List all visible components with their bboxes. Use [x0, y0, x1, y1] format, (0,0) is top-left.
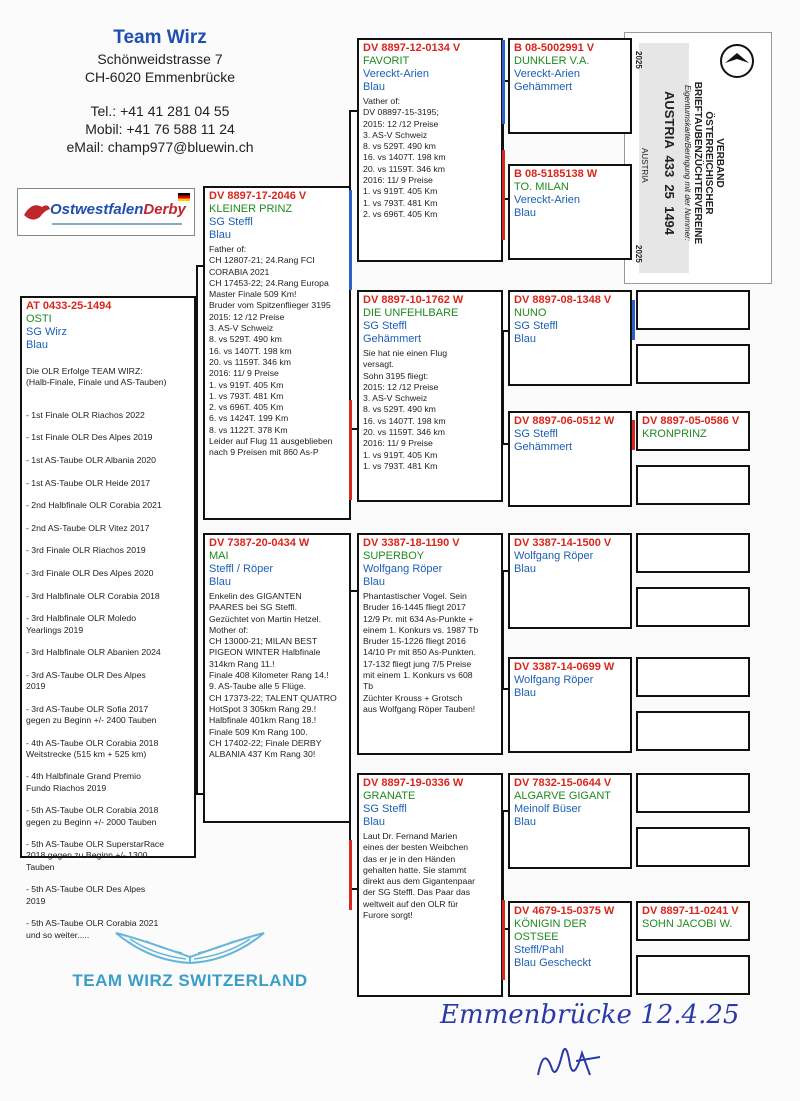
ff-color: Blau — [363, 81, 386, 93]
fm-name: DIE UNFEHLBARE — [363, 307, 459, 319]
edge-marker — [349, 190, 352, 290]
ancestor-mmm-card — [508, 901, 632, 997]
mother-ring: DV 7387-20-0434 W — [209, 537, 310, 549]
ancestor-slot — [636, 587, 750, 627]
mff-owner: Wolfgang Röper — [514, 550, 594, 562]
ring-registration-sticker — [624, 32, 772, 284]
achievement-item: - 5th AS-Taube OLR Corabia 2018 gegen zu Beginn +/- 2000 Tauben — [26, 805, 159, 827]
mfm-color: Blau — [514, 687, 537, 699]
subject-pigeon-card — [20, 296, 196, 940]
achievement-item: - 3rd Halbfinale OLR Abanien 2024 — [26, 647, 161, 658]
subject-owner: SG Wirz — [26, 326, 67, 338]
ffm-name: TO. MILAN — [514, 181, 569, 193]
team-wirz-brand — [40, 925, 340, 995]
sticker-org-line2: ÖSTERREICHISCHER — [703, 111, 714, 215]
fmm-owner: SG Steffl — [514, 428, 558, 440]
breeder-header — [40, 26, 280, 156]
mf-color: Blau — [363, 576, 386, 588]
achievement-item: - 3rd Halbfinale OLR Moledo Yearlings 2019 — [26, 613, 137, 635]
pigeon-logo-icon — [22, 197, 52, 227]
achievement-item: - 4th Halbfinale Grand Premio Fundo Riachos 2019 — [26, 771, 141, 793]
sticker-year-top: 2025 — [634, 51, 643, 69]
edge-marker — [349, 840, 352, 910]
mf-owner: Wolfgang Röper — [363, 563, 443, 575]
ancestor-ffm-card — [508, 164, 632, 260]
ancestor-fmm-card — [508, 411, 632, 507]
mother-card — [203, 533, 351, 823]
fmf-ring: DV 8897-08-1348 V — [514, 294, 612, 306]
street: Schönweidstrasse 7 — [97, 51, 223, 67]
mother-notes: Enkelin des GIGANTEN PAARES bei SG Steffl. Gezüchtet von Martin Hetzel. Mother of: CH 13000-21; MILAN BEST PIGEON WINTER Halbfinale 314km Rang 11.! Finale 408 Kilometer Rang 14.! 9. AS-Taube alle 5 Flüge. CH 17373-22; TALENT QUATRO HotSpot 3 305km Rang 29.! Halbfinale 401km Rang 18.! Finale 509 Km Rang 100. CH 17402-22; Finale DERBY ALBANIA 437 Km Rang 30! — [209, 591, 337, 760]
city: CH-6020 Emmenbrücke — [84, 69, 236, 85]
sticker-country: AUSTRIA — [640, 148, 649, 183]
achievement-item: - 4th AS-Taube OLR Corabia 2018 Weitstrecke (515 km + 525 km) — [26, 737, 159, 759]
fmm-ring: DV 8897-06-0512 W — [514, 415, 615, 427]
edge-marker — [632, 420, 635, 450]
ffm-color: Blau — [514, 207, 537, 219]
team-name: Team Wirz — [113, 27, 207, 48]
ancestor-mmmm-card — [636, 901, 750, 941]
fmmm-name: KRONPRINZ — [642, 428, 707, 440]
ancestor-slot — [636, 465, 750, 505]
achievement-item: - 3rd Finale OLR Des Alpes 2020 — [26, 568, 154, 579]
maternal-grandfather-card — [357, 533, 503, 755]
paternal-grandfather-card — [357, 38, 503, 262]
signature-place-date: Emmenbrücke 12.4.25 — [440, 1000, 740, 1030]
fm-owner: SG Steffl — [363, 320, 407, 332]
fff-name: DUNKLER V.A. — [514, 55, 590, 67]
achievement-item: - 2nd AS-Taube OLR Vitez 2017 — [26, 522, 150, 533]
ancestor-slot — [636, 533, 750, 573]
mmm-ring: DV 4679-15-0375 W — [514, 905, 615, 917]
achievement-item: - 1st AS-Taube OLR Heide 2017 — [26, 477, 151, 488]
achievement-item: - 5th AS-Taube OLR SuperstarRace 2018 gegen zu Beginn +/- 1300 Tauben — [26, 839, 165, 872]
edge-marker — [502, 150, 505, 240]
fff-ring: B 08-5002991 V — [514, 42, 595, 54]
father-card — [203, 186, 351, 520]
mf-notes: Phantastischer Vogel. Sein Bruder 16-1445 fliegt 2017 12/9 Pr. mit 634 As-Punkte + einem 1. Konkurs vs. 1987 Tb Bruder 15-1226 fliegt 2016 14/10 Pr mit 850 As-Punkten. 17-132 fliegt jung 7/5 Preise mit einem 1. Konkurs vs 608 Tb Züchter Krouss + Grotsch aus Wolfgang Röper Tauben! — [363, 591, 479, 714]
achievement-item: - 3rd AS-Taube OLR Des Alpes 2019 — [26, 669, 146, 692]
mobile: Mobil: +41 76 588 11 24 — [85, 121, 235, 137]
subject-color: Blau — [26, 339, 49, 351]
maternal-grandmother-card — [357, 773, 503, 997]
mmf-ring: DV 7832-15-0644 V — [514, 777, 612, 789]
father-color: Blau — [209, 229, 232, 241]
email: eMail: champ977@bluewin.ch — [66, 139, 254, 155]
mmm-name: KÖNIGIN DER OSTSEE — [514, 918, 587, 943]
wings-logo-icon — [110, 925, 270, 967]
mff-ring: DV 3387-14-1500 V — [514, 537, 612, 549]
father-notes: Father of: CH 12807-21; 24.Rang FCI CORABIA 2021 CH 17453-22; 24.Rang Europa Master Finale 509 Km! Bruder vom Spitzenflieger 3195 2015: 12 /12 Preise 3. AS-V Schweiz 8. vs 529T. 490 km 16. vs 1407T. 198 km 20. vs 1159T. 346 km 2016: 11/ 9 Preise 1. vs 919T. 405 Km 1. vs 793T. 481 Km 2. vs 696T. 405 Km 6. vs 1424T. 199 Km 8. vs 1122T. 378 Km Leider auf Flug 11 ausgeblieben nach 9 Preisen mit 860 As-P — [209, 244, 333, 458]
edge-marker — [632, 300, 635, 340]
father-name: KLEINER PRINZ — [209, 203, 293, 215]
sticker-org-line1: VERBAND — [714, 138, 725, 188]
ff-name: FAVORIT — [363, 55, 410, 67]
fm-color: Gehämmert — [363, 333, 422, 345]
mmf-color: Blau — [514, 816, 537, 828]
ancestor-slot — [636, 827, 750, 867]
mfm-ring: DV 3387-14-0699 W — [514, 661, 615, 673]
mm-name: GRANATE — [363, 790, 416, 802]
paternal-grandmother-card — [357, 290, 503, 502]
fmm-color: Gehämmert — [514, 441, 573, 453]
sticker-ring-number: AUSTRIA 433 25 1494 — [662, 90, 677, 236]
sticker-org-line3: BRIEFTAUBENZÜCHTERVEREINE — [692, 81, 703, 245]
fff-owner: Vereckt-Arien — [514, 68, 581, 80]
fm-ring: DV 8897-10-1762 W — [363, 294, 464, 306]
ancestor-slot — [636, 773, 750, 813]
mother-owner: Steffl / Röper — [209, 563, 273, 575]
ancestor-mmf-card — [508, 773, 632, 869]
sticker-subtitle: Eigentumskarte/Beringung mit der Nummer: — [683, 84, 692, 242]
ancestor-slot — [636, 955, 750, 995]
handwritten-signature — [530, 1035, 610, 1085]
ff-ring: DV 8897-12-0134 V — [363, 42, 461, 54]
mother-color: Blau — [209, 576, 232, 588]
mmf-owner: Meinolf Büser — [514, 803, 582, 815]
ancestor-slot — [636, 711, 750, 751]
brand-text: TEAM WIRZ SWITZERLAND — [72, 971, 308, 990]
fmmm-ring: DV 8897-05-0586 V — [642, 415, 740, 427]
mmm-owner: Steffl/Pahl — [514, 944, 564, 956]
subject-name: OSTI — [26, 313, 52, 325]
father-ring: DV 8897-17-2046 V — [209, 190, 307, 202]
mmm-color: Blau Gescheckt — [514, 957, 592, 969]
achievement-item: - 5th AS-Taube OLR Corabia 2021 und so weiter..... — [26, 918, 159, 940]
ancestor-slot — [636, 344, 750, 384]
mmmm-ring: DV 8897-11-0241 V — [642, 905, 739, 917]
achievement-item: - 2nd Halbfinale OLR Corabia 2021 — [26, 500, 162, 511]
fmf-color: Blau — [514, 333, 537, 345]
mf-name: SUPERBOY — [363, 550, 425, 562]
subject-ring: AT 0433-25-1494 — [26, 300, 112, 312]
mm-notes: Laut Dr. Fernand Marien eines der besten Weibchen das er je in den Händen gehalten hatte. Sie stammt direkt aus dem Gigantenpaar der SG Steffl. Das Paar das weltweit auf den OLR für Furore sorgt! — [363, 831, 476, 921]
ancestor-mfm-card — [508, 657, 632, 753]
mf-ring: DV 3387-18-1190 V — [363, 537, 460, 549]
edge-marker — [502, 900, 505, 980]
fff-color: Gehämmert — [514, 81, 573, 93]
sticker-year-bottom: 2025 — [634, 245, 643, 263]
ffm-owner: Vereckt-Arien — [514, 194, 581, 206]
achievement-item: - 1st AS-Taube OLR Albania 2020 — [26, 455, 156, 466]
mmf-name: ALGARVE GIGANT — [514, 790, 611, 802]
mother-name: MAI — [209, 550, 229, 562]
ancestor-fff-card — [508, 38, 632, 134]
mm-ring: DV 8897-19-0336 W — [363, 777, 464, 789]
achievement-item: - 3rd AS-Taube OLR Sofia 2017 gegen zu Beginn +/- 2400 Tauben — [26, 703, 157, 725]
achievement-item: - 5th AS-Taube OLR Des Alpes 2019 — [26, 884, 146, 906]
edge-marker — [349, 400, 352, 500]
telephone: Tel.: +41 41 281 04 55 — [90, 103, 230, 119]
mm-color: Blau — [363, 816, 386, 828]
edge-marker — [502, 40, 505, 124]
ff-notes: Vather of: DV 08897-15-3195; 2015: 12 /12 Preise 3. AS-V Schweiz 8. vs 529T. 490 km 16. vs 1407T. 198 km 20. vs 1159T. 346 km 2016: 11/ 9 Preise 1. vs 919T. 405 Km 1. vs 793T. 481 Km 2. vs 696T. 405 Km — [363, 96, 446, 219]
mfm-owner: Wolfgang Röper — [514, 674, 594, 686]
mmmm-name: SOHN JACOBI W. — [642, 918, 733, 930]
ancestor-fmmm-card — [636, 411, 750, 451]
ancestor-fmf-card — [508, 290, 632, 386]
achievement-item: - 3rd Finale OLR Riachos 2019 — [26, 545, 146, 556]
ostwestfalen-derby-logo: OstwestfalenDerby — [17, 188, 195, 236]
fm-notes: Sie hat nie einen Flug versagt. Sohn 3195 fliegt: 2015: 12 /12 Preise 3. AS-V Schweiz 8. vs 529T. 490 km 16. vs 1407T. 198 km 20. vs 1159T. 346 km 2016: 11/ 9 Preise 1. vs 919T. 405 Km 1. vs 793T. 481 Km — [363, 348, 448, 471]
ancestor-slot — [636, 657, 750, 697]
subject-intro: Die OLR Erfolge TEAM WIRZ: (Halb-Finale, Finale und AS-Tauben) — [26, 366, 167, 388]
ffm-ring: B 08-5185138 W — [514, 168, 598, 180]
achievement-item: - 3rd Halbfinale OLR Corabia 2018 — [26, 590, 160, 601]
subject-achievements — [26, 399, 190, 953]
mm-owner: SG Steffl — [363, 803, 407, 815]
ff-owner: Vereckt-Arien — [363, 68, 430, 80]
fmf-owner: SG Steffl — [514, 320, 558, 332]
achievement-item: - 1st Finale OLR Des Alpes 2019 — [26, 432, 153, 443]
father-owner: SG Steffl — [209, 216, 253, 228]
ancestor-mff-card — [508, 533, 632, 629]
ancestor-slot — [636, 290, 750, 330]
fmf-name: NUNO — [514, 307, 547, 319]
achievement-item: - 1st Finale OLR Riachos 2022 — [26, 409, 145, 420]
mff-color: Blau — [514, 563, 537, 575]
